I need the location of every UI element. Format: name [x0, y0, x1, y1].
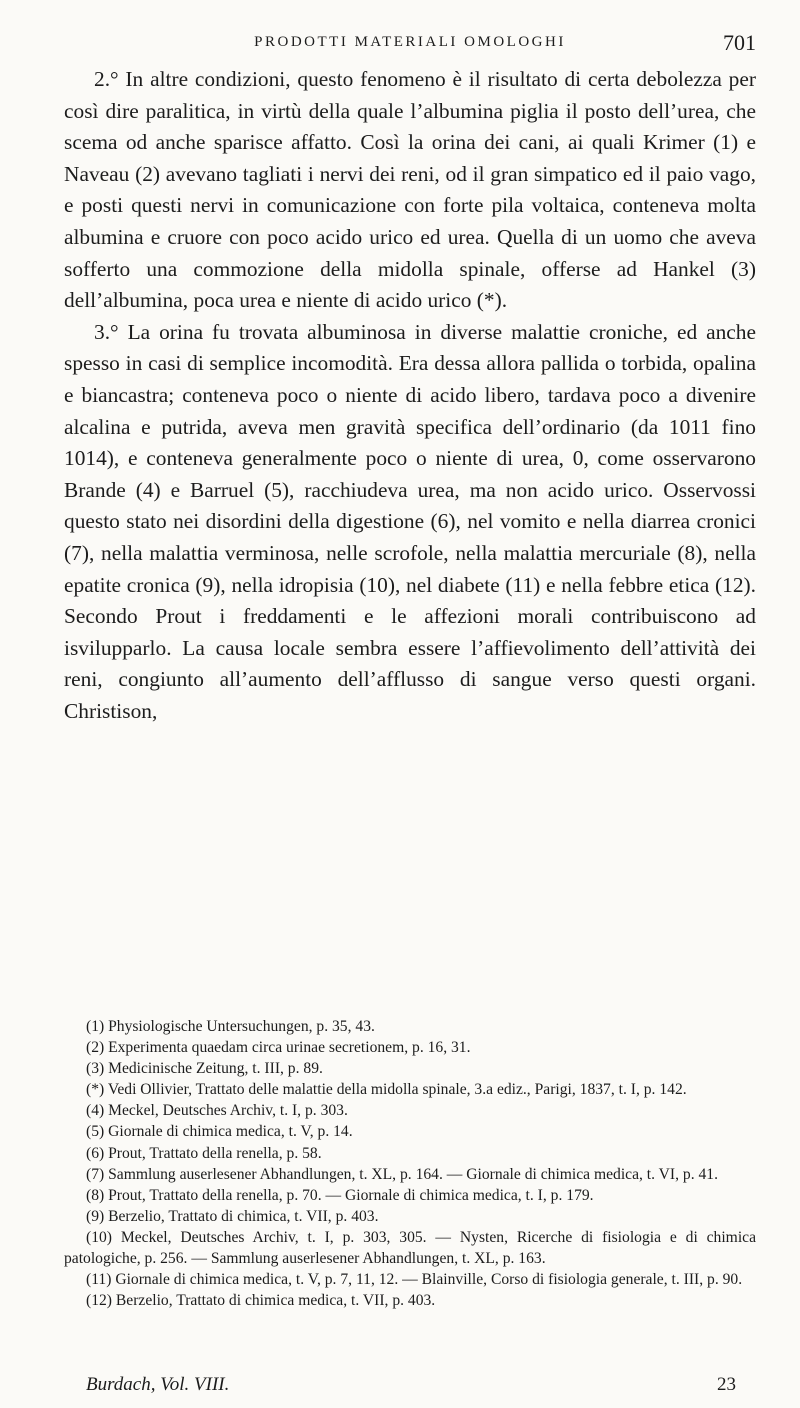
footnote [64, 1121, 756, 1142]
running-title: PRODOTTI MATERIALI OMOLOGHI [254, 34, 566, 50]
footnote [64, 1227, 756, 1269]
footnote [64, 1037, 756, 1058]
footnote-mark: (1) [86, 1018, 105, 1035]
footnote-text: Prout, Trattato della renella, p. 70. — Giornale di chimica medica, t. I, p. 179. [108, 1186, 594, 1204]
footnote-mark: (*) [86, 1081, 105, 1099]
footnote-text: Giornale di chimica medica, t. V, p. 7, 11, 12. — Blainville, Corso di fisiologia generale, t. III, p. 90. [115, 1271, 743, 1289]
footnote [64, 1206, 756, 1227]
footnote-text: Berzelio, Trattato di chimica, t. VII, p. 403. [108, 1207, 379, 1225]
footnote-text: Meckel, Deutsches Archiv, t. I, p. 303. [108, 1102, 348, 1120]
footnote-text: Meckel, Deutsches Archiv, t. I, p. 303, 305. — Nysten, Ricerche di fisiologia e di chimica patologiche, p. 256. — Sammlung auserlesener Abhandlungen, t. XL, p. 163. [64, 1228, 756, 1268]
footnote [64, 1058, 756, 1079]
footnote-text: Experimenta quaedam circa urinae secretionem, p. 16, 31. [108, 1039, 471, 1057]
footnotes [64, 1016, 756, 1311]
footnote-mark: (2) [86, 1039, 105, 1057]
footnote-mark: (3) [86, 1060, 105, 1078]
paragraph-2: 2.° In altre condizioni, questo fenomeno è il risultato di certa debolezza per così dire paralitica, in virtù della quale l’albumina piglia il posto dell’urea, che scema od anche sparisce affatto. Così la orina dei cani, ai quali Krimer (1) e Naveau (2) avevano tagliati i nervi dei reni, od il gran simpatico ed il paio vago, e posti questi nervi in comunicazione con forte pila voltaica, conteneva molta albumina e cruore con poco acido urico ed urea. Quella di un uomo che aveva sofferto una commozione della midolla spinale, offerse ad Hankel (3) dell’albumina, poca urea e niente di acido urico (*). [64, 67, 756, 313]
footnote-text: Sammlung auserlesener Abhandlungen, t. XL, p. 164. — Giornale di chimica medica, t. VI, p. 41. [108, 1165, 718, 1183]
footnote-text: Prout, Trattato della renella, p. 58. [108, 1144, 322, 1162]
footnote [64, 1185, 756, 1206]
footnote [64, 1016, 756, 1037]
signature-mark: Burdach, Vol. VIII. [86, 1374, 230, 1395]
footnote-mark: (6) [86, 1144, 105, 1162]
paragraph-3: 3.° La orina fu trovata albuminosa in diverse malattie croniche, ed anche spesso in casi di semplice incomodità. Era dessa allora pallida o torbida, opalina e biancastra; conteneva poco o niente di acido libero, tardava poco a divenire alcalina e putrida, aveva men gravità specifica dell’ordinario (da 1011 fino 1014), e conteneva generalmente poco o niente di urea, 0, come osservarono Brande (4) e Barruel (5), racchiudeva urea, ma non acido urico. Osservossi questo stato nei disordini della digestione (6), nel vomito e nella diarrea cronici (7), nella malattia verminosa, nelle scrofole, nella malattia mercuriale (8), nella epatite cronica (9), nella idropisia (10), nel diabete (11) e nella febbre etica (12). Secondo Prout i freddamenti e le affezioni morali contribuiscono ad isvilupparlo. La causa locale sembra essere l’affievolimento dell’attività dei reni, congiunto all’aumento dell’afflusso di sangue verso questi organi. Christison, [64, 319, 756, 723]
footnote [64, 1100, 756, 1121]
footnote-text: Berzelio, Trattato di chimica medica, t. VII, p. 403. [115, 1292, 436, 1310]
footnote-text: Giornale di chimica medica, t. V, p. 14. [108, 1123, 353, 1141]
footnote-mark: (10) [86, 1228, 112, 1246]
footnote-mark: (4) [86, 1102, 105, 1120]
footnote [64, 1079, 756, 1100]
footnote [64, 1143, 756, 1164]
main-text [64, 64, 756, 727]
footnote [64, 1290, 756, 1311]
footnote [64, 1269, 756, 1290]
footnote-mark: (9) [86, 1207, 105, 1225]
footnote [64, 1164, 756, 1185]
footnote-text: Vedi Ollivier, Trattato delle malattie della midolla spinale, 3.a ediz., Parigi, 1837, t. I, p. 142. [107, 1081, 687, 1099]
footnote-mark: (5) [86, 1123, 105, 1141]
footnote-mark: (8) [86, 1186, 105, 1204]
footnote-text: Medicinische Zeitung, t. III, p. 89. [108, 1060, 323, 1078]
running-head [64, 30, 756, 60]
footnote-mark: (7) [86, 1165, 105, 1183]
footnote-mark: (12) [86, 1292, 112, 1310]
page-number: 701 [723, 30, 756, 55]
footnote-mark: (11) [86, 1271, 112, 1289]
footnote-text: Physiologische Untersuchungen, p. 35, 43. [108, 1018, 375, 1035]
gathering-number: 23 [717, 1374, 736, 1395]
